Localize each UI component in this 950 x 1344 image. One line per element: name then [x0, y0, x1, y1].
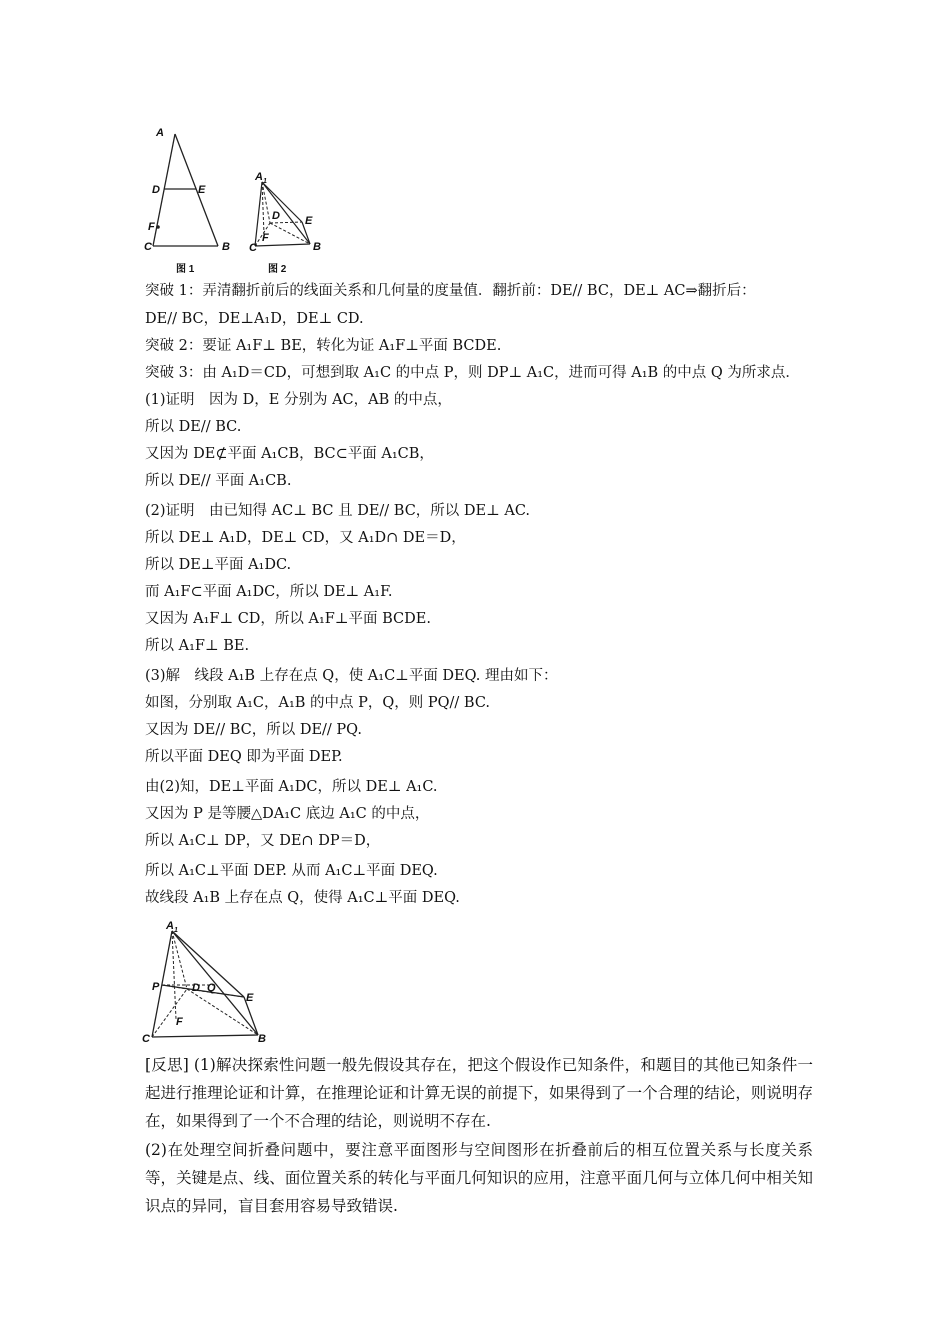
figure-1-svg: [140, 122, 250, 277]
breakthrough-1-cont-line: DE// BC，DE⊥A₁D，DE⊥ CD.: [145, 311, 364, 327]
solution-3-step-line: 所以 A₁C⊥平面 DEP. 从而 A₁C⊥平面 DEQ.: [145, 863, 438, 879]
fig3-label-f: F: [176, 1016, 183, 1028]
proof-2-line: (2)证明 由已知得 AC⊥ BC 且 DE// BC，所以 DE⊥ AC.: [145, 503, 531, 519]
reflection-paragraph-1: [反思] (1)解决探索性问题一般先假设其存在，把这个假设作已知条件，和题目的其他已知条件一起进行推理论证和计算，在推理论证和计算无误的前提下，如果得到了一个合理的结论，则说明存在，如果得到了一个不合理的结论，则说明不存在.: [145, 1056, 813, 1130]
fig3-label-p: P: [152, 981, 160, 993]
fig2-label-f: F: [262, 232, 269, 244]
proof-1-conclusion-line: 所以 DE// 平面 A₁CB.: [145, 473, 292, 489]
fig2-label-e: E: [305, 215, 313, 227]
figure-2-pyramid: [250, 168, 340, 278]
solution-3-step-line: 所以 A₁C⊥ DP，又 DE∩ DP＝D，: [145, 833, 381, 849]
solution-3-step-line: 由(2)知，DE⊥平面 A₁DC，所以 DE⊥ A₁C.: [145, 779, 438, 795]
fig2-label-b: B: [313, 241, 321, 253]
fig1-label-d: D: [152, 184, 160, 196]
fig1-label-f: F: [148, 221, 155, 233]
fig3-label-d: D: [192, 982, 200, 994]
solution-3-step-line: 又因为 P 是等腰△DA₁C 底边 A₁C 的中点，: [145, 806, 430, 822]
fig3-label-e: E: [246, 992, 254, 1004]
fig3-label-a1-sub: 1: [174, 927, 178, 934]
breakthrough-2-line: 突破 2：要证 A₁F⊥ BE，转化为证 A₁F⊥平面 BCDE.: [145, 338, 502, 354]
fig1-label-a: A: [156, 127, 164, 139]
fig3-label-c: C: [142, 1033, 150, 1045]
proof-1-step-line: 又因为 DE⊄平面 A₁CB，BC⊂平面 A₁CB，: [145, 446, 434, 462]
solution-3-conclusion-line: 故线段 A₁B 上存在点 Q，使得 A₁C⊥平面 DEQ.: [145, 890, 460, 906]
fig2-label-c: C: [249, 242, 257, 254]
fig2-caption: 图 2: [268, 264, 287, 275]
figure-1-triangle: [140, 122, 250, 277]
fig3-label-a1: A: [166, 920, 174, 932]
proof-2-conclusion-line: 所以 A₁F⊥ BE.: [145, 638, 250, 654]
proof-1-step-line: 所以 DE// BC.: [145, 419, 242, 435]
breakthrough-3-line: 突破 3：由 A₁D＝CD，可想到取 A₁C 的中点 P，则 DP⊥ A₁C，进而可得 A₁B 的中点 Q 为所求点．: [145, 365, 800, 381]
solution-3-line: (3)解 线段 A₁B 上存在点 Q，使 A₁C⊥平面 DEQ. 理由如下：: [145, 668, 558, 684]
proof-2-step-line: 所以 DE⊥平面 A₁DC.: [145, 557, 292, 573]
proof-1-line: (1)证明 因为 D，E 分别为 AC，AB 的中点，: [145, 392, 452, 408]
solution-3-step-line: 所以平面 DEQ 即为平面 DEP.: [145, 749, 343, 765]
fig1-label-e: E: [198, 184, 206, 196]
fig2-label-a1-sub: 1: [263, 178, 267, 185]
solution-3-step-line: 如图，分别取 A₁C，A₁B 的中点 P，Q，则 PQ// BC.: [145, 695, 491, 711]
solution-3-step-line: 又因为 DE// BC，所以 DE// PQ.: [145, 722, 362, 738]
fig1-label-b: B: [222, 241, 230, 253]
reflection-paragraph-2: (2)在处理空间折叠问题中，要注意平面图形与空间图形在折叠前后的相互位置关系与长度关系等，关键是点、线、面位置关系的转化与平面几何知识的应用，注意平面几何与立体几何中相关知识点的异同，盲目套用容易导致错误.: [145, 1141, 813, 1215]
proof-2-step-line: 而 A₁F⊂平面 A₁DC，所以 DE⊥ A₁F.: [145, 584, 393, 600]
proof-2-step-line: 所以 DE⊥ A₁D，DE⊥ CD，又 A₁D∩ DE＝D，: [145, 530, 466, 546]
breakthrough-1-line: 突破 1：弄清翻折前后的线面关系和几何量的度量值．翻折前：DE// BC，DE⊥ AC⇒翻折后：: [145, 283, 756, 299]
figure-3-svg: [140, 915, 280, 1047]
fig1-caption: 图 1: [176, 264, 195, 275]
fig2-label-a1: A: [255, 171, 263, 183]
figure-2-svg: [250, 168, 340, 278]
fig2-label-d: D: [272, 210, 280, 222]
fig3-label-q: Q: [207, 982, 216, 994]
proof-2-step-line: 又因为 A₁F⊥ CD，所以 A₁F⊥平面 BCDE.: [145, 611, 431, 627]
figure-3-pyramid: [140, 915, 280, 1047]
fig3-label-b: B: [258, 1033, 266, 1045]
fig1-label-c: C: [144, 241, 152, 253]
